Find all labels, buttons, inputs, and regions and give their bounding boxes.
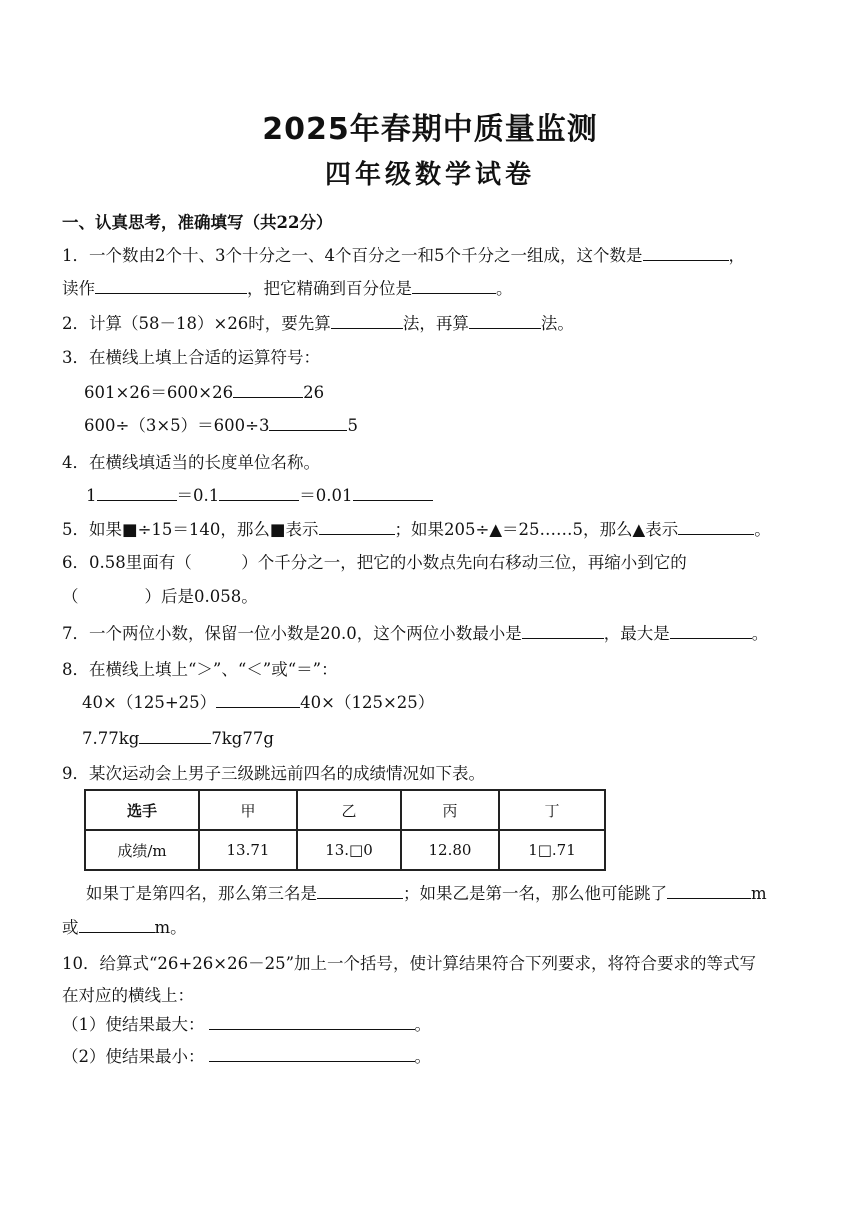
question-10-line-1: 10．给算式“26+26×26－25”加上一个括号，使计算结果符合下列要求，将符合要求的等式写 [62, 954, 756, 973]
question-10-item-2 [62, 1045, 431, 1068]
q9-unit-2: m。 [154, 918, 187, 937]
q1-punct: ， [728, 246, 745, 265]
table-header-cell: 选手 [85, 790, 199, 830]
q9-blank-jump-2[interactable] [79, 916, 155, 933]
q7-blank-min[interactable] [522, 622, 604, 639]
q4-point-zero-one: ＝0.01 [299, 486, 353, 505]
q2-text: 2．计算（58－18）×26时，要先算 [62, 314, 331, 333]
question-10-item-1 [62, 1013, 431, 1036]
question-3-stem: 3．在横线上填上合适的运算符号： [62, 348, 320, 367]
q4-blank-1[interactable] [97, 484, 177, 501]
question-8-line-1 [82, 691, 434, 714]
q5-text-1: 5．如果■÷15＝140，那么■表示 [62, 520, 319, 539]
table-cell: 成绩/m [85, 830, 199, 870]
q8-expr-2: 7.77kg [82, 729, 140, 748]
q9-blank-third[interactable] [317, 882, 403, 899]
q7-blank-max[interactable] [670, 622, 752, 639]
q3-expr-2: 600÷（3×5）＝600÷3 [84, 416, 270, 435]
question-8-stem: 8．在横线上填上“＞”、“＜”或“＝”： [62, 660, 338, 679]
q4-point-one: ＝0.1 [176, 486, 220, 505]
q7-end: 。 [751, 624, 769, 643]
table-header-row [85, 790, 605, 830]
q5-blank-square[interactable] [319, 518, 395, 535]
q10-blank-min[interactable] [209, 1045, 415, 1062]
q8-expr-1-right: 40×（125×25） [300, 693, 435, 712]
q1-blank-reading[interactable] [95, 277, 247, 294]
question-9-line-3 [62, 916, 187, 939]
exam-subtitle: 四年级数学试卷 [324, 160, 535, 190]
section-heading: 一、认真思考，准确填写（共22分） [62, 213, 333, 232]
q4-blank-2[interactable] [219, 484, 299, 501]
question-3-line-2 [84, 414, 358, 437]
q9-or: 或 [62, 918, 79, 937]
score-table [84, 789, 606, 871]
q5-blank-triangle[interactable] [678, 518, 754, 535]
q10-end-1: 。 [414, 1015, 431, 1034]
q1-read-label: 读作 [62, 279, 95, 298]
q9-text-1: 如果丁是第四名，那么第三名是 [86, 884, 317, 903]
q1-blank-rounded[interactable] [412, 277, 496, 294]
q10-max-label: （1）使结果最大： [62, 1015, 205, 1034]
table-header-cell: 丙 [401, 790, 499, 830]
table-cell: 1□.71 [499, 830, 605, 870]
q3-blank-1[interactable] [233, 381, 303, 398]
q10-min-label: （2）使结果最小： [62, 1047, 205, 1066]
question-4-line [86, 484, 433, 507]
q1-round-label: ，把它精确到百分位是 [247, 279, 412, 298]
table-header-cell: 丁 [499, 790, 605, 830]
question-6-line-1: 6．0.58里面有（ ）个千分之一，把它的小数点先向右移动三位，再缩小到它的 [62, 553, 687, 572]
q7-mid: ，最大是 [603, 624, 670, 643]
q8-expr-2-right: 7kg77g [211, 729, 274, 748]
q10-end-2: 。 [414, 1047, 431, 1066]
q1-blank-number[interactable] [643, 244, 729, 261]
exam-title: 2025年春期中质量监测 [262, 112, 598, 147]
question-3-line-1 [84, 381, 324, 404]
table-header-cell: 乙 [297, 790, 401, 830]
question-6-line-2: （ ）后是0.058。 [62, 587, 258, 606]
q3-expr-1: 601×26＝600×26 [84, 383, 234, 402]
question-1-line-1 [62, 244, 745, 267]
question-10-line-2: 在对应的横线上： [62, 986, 194, 1005]
table-header-cell: 甲 [199, 790, 297, 830]
question-1-line-2 [62, 277, 513, 300]
table-cell: 13.□0 [297, 830, 401, 870]
q8-blank-2[interactable] [139, 727, 211, 744]
q4-one: 1 [86, 486, 97, 505]
q2-blank-second[interactable] [469, 312, 541, 329]
q1-text: 1．一个数由2个十、3个十分之一、4个百分之一和5个千分之一组成，这个数是 [62, 246, 643, 265]
q7-text: 7．一个两位小数，保留一位小数是20.0，这个两位小数最小是 [62, 624, 522, 643]
q3-expr-2-end: 5 [347, 416, 358, 435]
question-5 [62, 518, 771, 541]
table-cell: 12.80 [401, 830, 499, 870]
q9-unit-1: m [751, 884, 767, 903]
q5-text-2: ；如果205÷▲＝25……5，那么▲表示 [394, 520, 679, 539]
q5-end: 。 [754, 520, 771, 539]
question-7 [62, 622, 768, 645]
question-8-line-2 [82, 727, 274, 750]
table-row [85, 830, 605, 870]
q3-blank-2[interactable] [269, 414, 347, 431]
q8-expr-1: 40×（125+25） [82, 693, 217, 712]
question-9-stem: 9．某次运动会上男子三级跳远前四名的成绩情况如下表。 [62, 764, 485, 783]
question-2 [62, 312, 574, 335]
q2-blank-first[interactable] [331, 312, 403, 329]
q9-blank-jump-1[interactable] [667, 882, 751, 899]
q8-blank-1[interactable] [216, 691, 300, 708]
q4-blank-3[interactable] [353, 484, 433, 501]
question-9-followup [86, 882, 767, 905]
q9-text-2: ；如果乙是第一名，那么他可能跳了 [403, 884, 667, 903]
q10-blank-max[interactable] [209, 1013, 415, 1030]
q1-end: 。 [496, 279, 513, 298]
q3-expr-1-end: 26 [303, 383, 325, 402]
q2-mid: 法，再算 [402, 314, 469, 333]
question-4-stem: 4．在横线填适当的长度单位名称。 [62, 453, 320, 472]
q2-end: 法。 [540, 314, 574, 333]
table-cell: 13.71 [199, 830, 297, 870]
